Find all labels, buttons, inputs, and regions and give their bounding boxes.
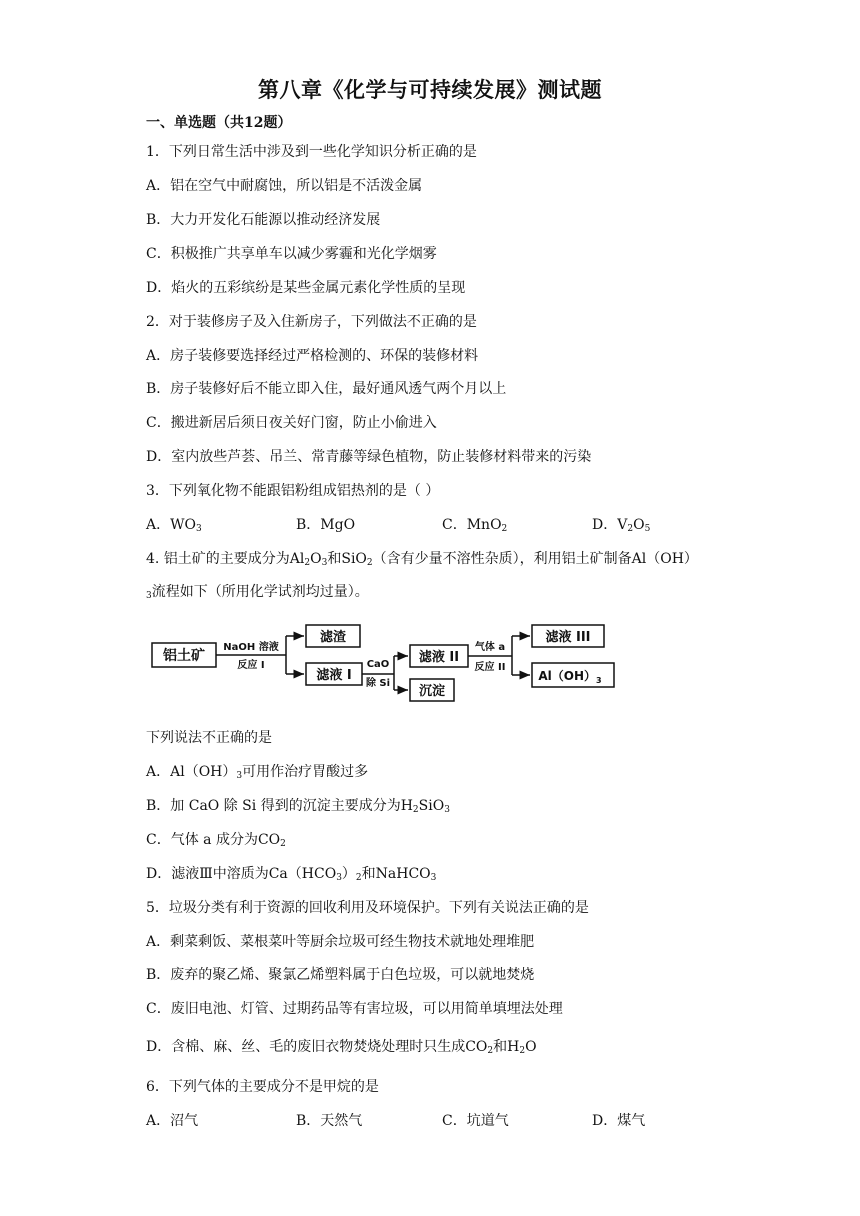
q3-option-d: D．$V_2O_5$ (592, 517, 651, 534)
q3-option-a: A．$WO_3$ (146, 517, 202, 534)
flow-cao: CaO (366, 659, 390, 670)
q1-option-d: D．焰火的五彩缤纷是某些金属元素化学性质的呈现 (146, 280, 466, 296)
q1-option-c: C．积极推广共享单车以减少雾霾和光化学烟雾 (146, 246, 437, 262)
q5-stem: 5．垃圾分类有利于资源的回收利用及环境保护。下列有关说法正确的是 (146, 900, 589, 916)
q2-option-a: A．房子装修要选择经过严格检测的、环保的装修材料 (146, 348, 479, 364)
q6-option-b: B．天然气 (296, 1113, 363, 1129)
q1-option-a: A．铝在空气中耐腐蚀，所以铝是不活泼金属 (146, 178, 423, 194)
flow-filtrate2: 滤液 II (418, 650, 460, 665)
q6-option-d: D．煤气 (592, 1113, 646, 1129)
section-heading: 一、单选题（共12题） (146, 115, 292, 131)
q3-option-c: C．MnO$_2$ (442, 517, 508, 534)
q4-ask: 下列说法不正确的是 (146, 730, 272, 746)
q5-option-c: C．废旧电池、灯管、过期药品等有害垃圾，可以用简单填埋法处理 (146, 1001, 563, 1017)
q3-option-b: B．MgO (296, 517, 356, 533)
q4-stem-continued: $_3$流程如下（所用化学试剂均过量）。 (146, 584, 369, 601)
q4-option-d: D．滤液Ⅲ中溶质为$Ca(HCO_3)_2$和NaHCO$_3$ (146, 866, 437, 883)
q3-stem: 3．下列氧化物不能跟铝粉组成铝热剂的是（ ） (146, 483, 440, 499)
flow-filtrate1: 滤液 I (316, 668, 352, 683)
q1-stem: 1．下列日常生活中涉及到一些化学知识分析正确的是 (146, 144, 477, 160)
flow-ore: 铝土矿 (163, 648, 205, 664)
q1-option-b: B．大力开发化石能源以推动经济发展 (146, 212, 381, 228)
flow-product: $Al(OH)_3$ (538, 669, 602, 685)
q5-option-d: D．含棉、麻、丝、毛的废旧衣物焚烧处理时只生成$CO_2$和$H_2O$ (146, 1039, 537, 1056)
q4-stem: 4. 铝土矿的主要成分为$Al_2O_3$和SiO$_2$（含有少量不溶性杂质），利用铝土矿制备Al（OH） (146, 551, 698, 568)
q2-option-d: D．室内放些芦荟、吊兰、常青藤等绿色植物，防止装修材料带来的污染 (146, 449, 592, 465)
flow-remove-si: 除 Si (365, 678, 391, 689)
page-title: 第八章《化学与可持续发展》测试题 (258, 77, 602, 102)
flow-naoh: NaOH 溶液 (223, 642, 279, 653)
flow-gas: 气体 a (474, 642, 506, 653)
q6-stem: 6．下列气体的主要成分不是甲烷的是 (146, 1079, 379, 1095)
q2-option-b: B．房子装修好后不能立即入住，最好通风透气两个月以上 (146, 381, 507, 397)
q6-option-c: C．坑道气 (442, 1113, 509, 1129)
q4-option-b: B．加 CaO 除 Si 得到的沉淀主要成分为$H_2SiO_3$ (146, 798, 450, 815)
q5-option-b: B．废弃的聚乙烯、聚氯乙烯塑料属于白色垃圾，可以就地焚烧 (146, 967, 535, 983)
q4-option-c: C．气体 a 成分为$CO_2$ (146, 832, 286, 849)
flow-reaction2: 反应 II (474, 662, 506, 673)
q5-option-a: A．剩菜剩饭、菜根菜叶等厨余垃圾可经生物技术就地处理堆肥 (146, 934, 535, 950)
q4-option-a: A．$Al(OH)_3$可用作治疗胃酸过多 (146, 764, 369, 781)
flow-precipitate: 沉淀 (418, 684, 446, 699)
q6-option-a: A．沼气 (146, 1113, 199, 1129)
flowchart (146, 617, 626, 707)
flow-residue: 滤渣 (319, 630, 347, 645)
flow-reaction1: 反应 I (237, 660, 265, 671)
q2-option-c: C．搬进新居后须日夜关好门窗，防止小偷进入 (146, 415, 437, 431)
flow-filtrate3: 滤液 III (545, 630, 591, 645)
q2-stem: 2．对于装修房子及入住新房子，下列做法不正确的是 (146, 314, 477, 330)
